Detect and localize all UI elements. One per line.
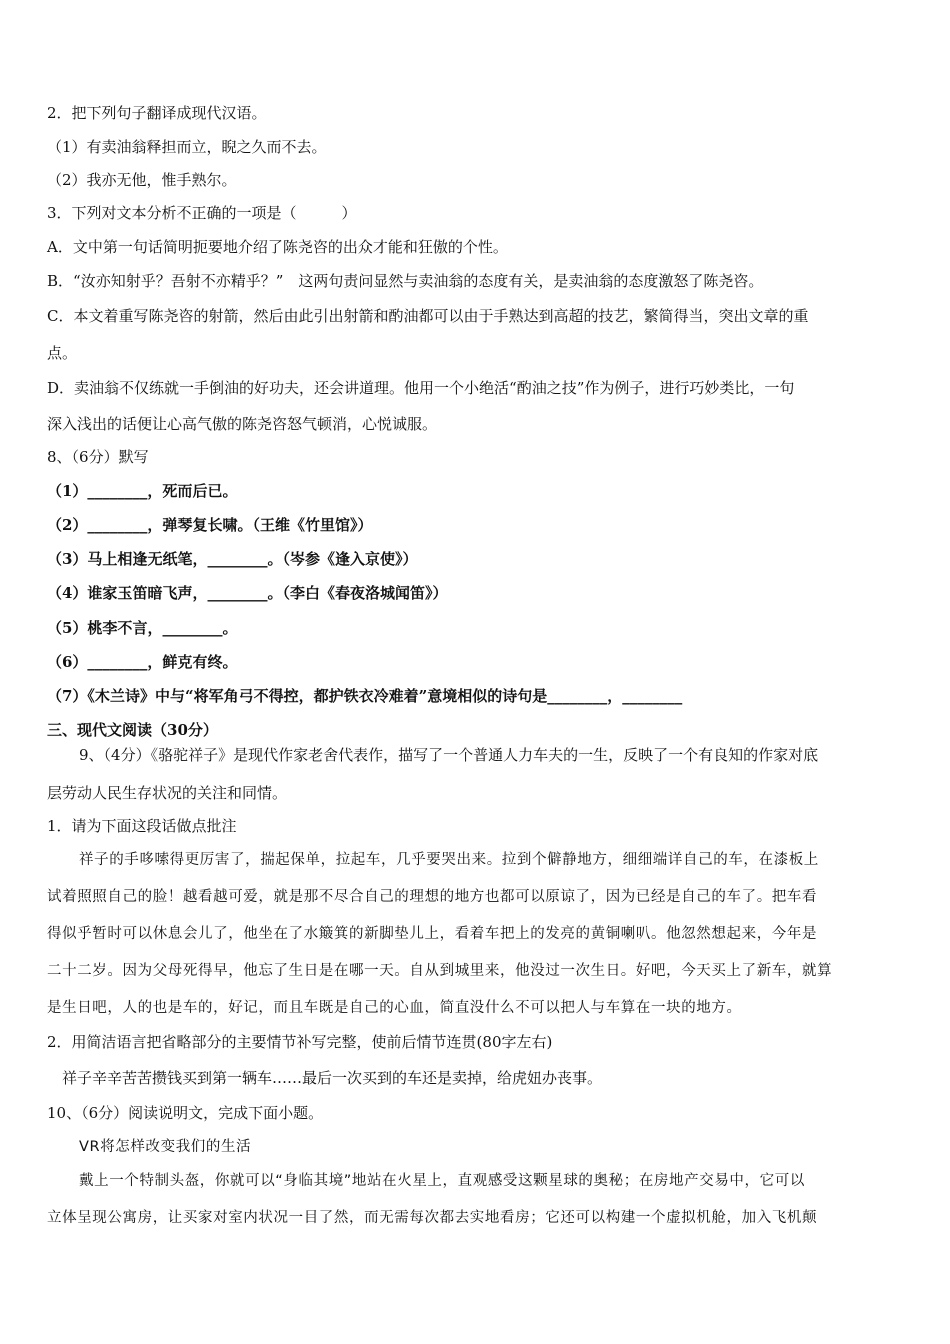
q10-title: 10、（6分）阅读说明文，完成下面小题。 xyxy=(47,1104,324,1122)
q8-item-3: （3）马上相逢无纸笔，________。（岑参《逢入京使》） xyxy=(47,550,418,568)
q8-title: 8、（6分）默写 xyxy=(47,448,149,466)
q9-passage-line-5: 是生日吧，人的也是车的，好记，而且车既是自己的心血，简直没什么不可以把人与车算在一块的地方。 xyxy=(47,1000,742,1016)
q2-sentence-1: （1）有卖油翁释担而立，睨之久而不去。 xyxy=(47,138,327,156)
q9-sub-2-text: 祥子辛辛苦苦攒钱买到第一辆车……最后一次买到的车还是卖掉，给虎妞办丧事。 xyxy=(62,1069,603,1087)
q9-sub-2: 2．用简洁语言把省略部分的主要情节补写完整，使前后情节连贯(80字左右) xyxy=(47,1033,553,1051)
q3-option-d-line-2: 深入浅出的话便让心高气傲的陈尧咨怒气顿消，心悦诚服。 xyxy=(47,415,438,433)
q9-passage-line-1: 祥子的手哆嗦得更厉害了，揣起保单，拉起车，几乎要哭出来。拉到个僻静地方，细细端详自己的车，在漆板上 xyxy=(79,852,819,868)
q8-item-4: （4）谁家玉笛暗飞声，________。（李白《春夜洛城闻笛》） xyxy=(47,584,448,602)
q8-item-6: （6）________，鲜克有终。 xyxy=(47,653,238,671)
q9-intro-line-1: 9、（4分）《骆驼祥子》是现代作家老舍代表作，描写了一个普通人力车夫的一生，反映了一个有良知的作家对底 xyxy=(79,746,819,764)
q2-sentence-2: （2）我亦无他，惟手熟尔。 xyxy=(47,171,237,189)
q3-option-c-line-1: C．本文着重写陈尧咨的射箭，然后由此引出射箭和酌油都可以由于手熟达到高超的技艺，繁简得当，突出文章的重 xyxy=(47,307,809,325)
q9-sub-1: 1．请为下面这段话做点批注 xyxy=(47,817,237,835)
q9-intro-line-2: 层劳动人民生存状况的关注和同情。 xyxy=(47,784,288,802)
q9-passage-line-4: 二十二岁。因为父母死得早，他忘了生日是在哪一天。自从到城里来，他没过一次生日。好吧，今天买上了新车，就算 xyxy=(47,963,833,979)
q8-item-5: （5）桃李不言，________。 xyxy=(47,619,238,637)
q10-article-title: VR将怎样改变我们的生活 xyxy=(79,1139,252,1155)
section-3-title: 三、现代文阅读（30分） xyxy=(47,721,218,739)
q8-item-2: （2）________，弹琴复长啸。（王维《竹里馆》） xyxy=(47,516,373,534)
q9-passage-line-2: 试着照照自己的脸！越看越可爱，就是那不尽合自己的理想的地方也都可以原谅了，因为已经是自己的车了。把车看 xyxy=(47,889,818,905)
q3-option-c-line-2: 点。 xyxy=(47,344,78,362)
q3-option-d-line-1: D．卖油翁不仅练就一手倒油的好功夫，还会讲道理。他用一个小绝活“酌油之技”作为例子，进行巧妙类比，一句 xyxy=(47,379,795,397)
q8-item-1: （1）________，死而后已。 xyxy=(47,482,238,500)
q10-article-line-2: 立体呈现公寓房，让买家对室内状况一目了然，而无需每次都去实地看房；它还可以构建一个虚拟机舱，加入飞机颠 xyxy=(47,1210,818,1226)
q3-option-a: A．文中第一句话简明扼要地介绍了陈尧咨的出众才能和狂傲的个性。 xyxy=(47,238,508,256)
q3-option-b: B．“汝亦知射乎？吾射不亦精乎？” 这两句责问显然与卖油翁的态度有关，是卖油翁的态度激怒了陈尧咨。 xyxy=(47,272,764,290)
q3-title: 3．下列对文本分析不正确的一项是（ ） xyxy=(47,204,357,222)
q9-passage-line-3: 得似乎暂时可以休息会儿了，他坐在了水簸箕的新脚垫儿上，看着车把上的发亮的黄铜喇叭。他忽然想起来，今年是 xyxy=(47,926,818,942)
q8-item-7: （7）《木兰诗》中与“将军角弓不得控，都护铁衣冷难着”意境相似的诗句是________，________ xyxy=(47,687,683,705)
q2-title: 2．把下列句子翻译成现代汉语。 xyxy=(47,104,267,122)
q10-article-line-1: 戴上一个特制头盔，你就可以“身临其境”地站在火星上，直观感受这颗星球的奥秘；在房地产交易中，它可以 xyxy=(79,1173,805,1189)
